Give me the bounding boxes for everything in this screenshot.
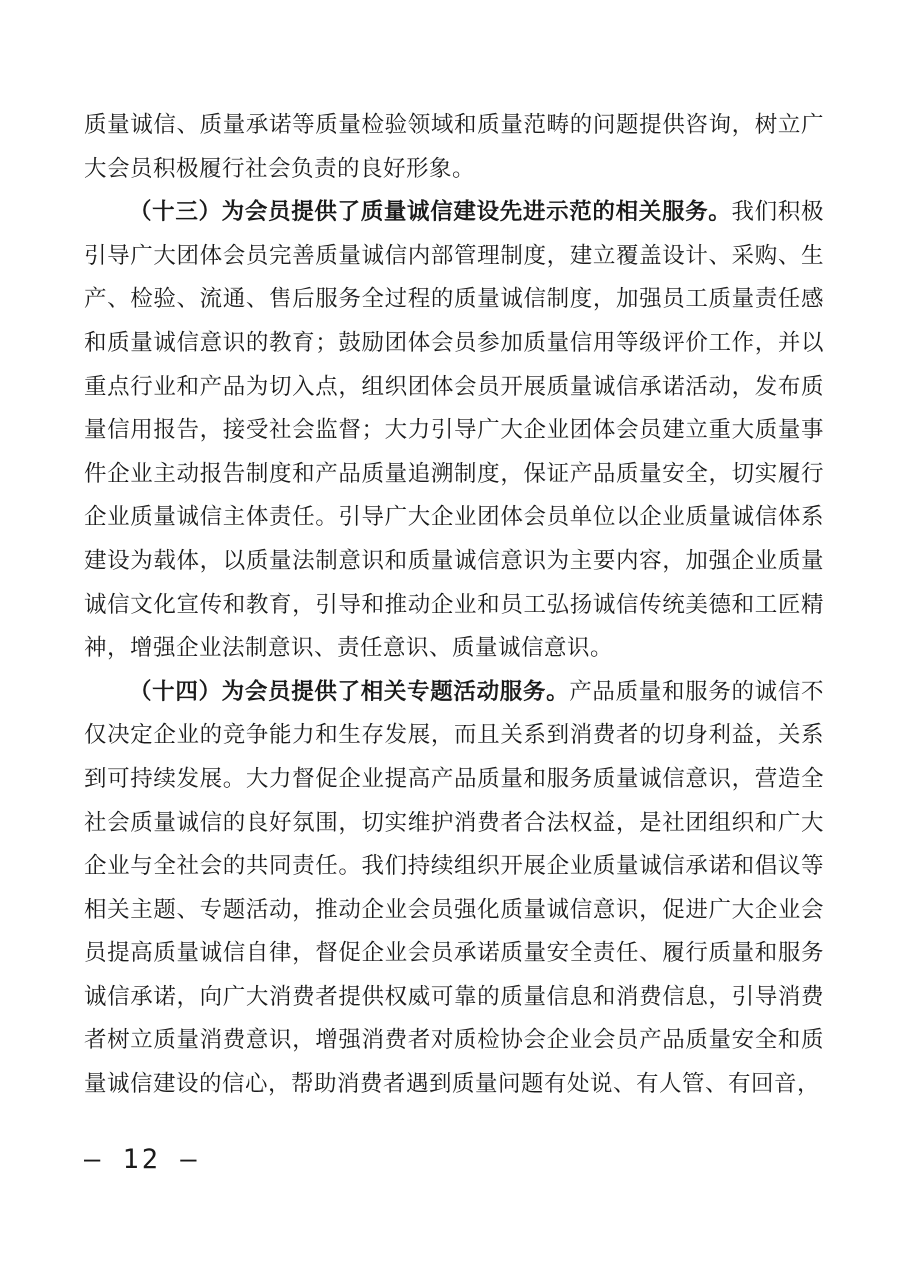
- paragraph-lead: （十三）为会员提供了质量诚信建设先进示范的相关服务。: [129, 199, 732, 225]
- paragraph-lead: （十四）为会员提供了相关专题活动服务。: [129, 678, 570, 704]
- page-number: – 12 –: [84, 1144, 200, 1175]
- paragraph-text: 质量诚信、质量承诺等质量检验领域和质量范畴的问题提供咨询，树立广大会员积极履行社会负责的良好形象。: [84, 112, 824, 181]
- document-body: [84, 103, 824, 1106]
- paragraph: [84, 670, 824, 1106]
- paragraph-text: 产品质量和服务的诚信不仅决定企业的竞争能力和生存发展，而且关系到消费者的切身利益，关系到可持续发展。大力督促企业提高产品质量和服务质量诚信意识，营造全社会质量诚信的良好氛围，切实维护消费者合法权益，是社团组织和广大企业与全社会的共同责任。我们持续组织开展企业质量诚信承诺和倡议等相关主题、专题活动，推动企业会员强化质量诚信意识，促进广大企业会员提高质量诚信自律，督促企业会员承诺质量安全责任、履行质量和服务诚信承诺，向广大消费者提供权威可靠的质量信息和消费信息，引导消费者树立质量消费意识，增强消费者对质检协会企业会员产品质量安全和质量诚信建设的信心，帮助消费者遇到质量问题有处说、有人管、有回音，: [84, 678, 824, 1097]
- paragraph-text: 我们积极引导广大团体会员完善质量诚信内部管理制度，建立覆盖设计、采购、生产、检验、流通、售后服务全过程的质量诚信制度，加强员工质量责任感和质量诚信意识的教育；鼓励团体会员参加质量信用等级评价工作，并以重点行业和产品为切入点，组织团体会员开展质量诚信承诺活动，发布质量信用报告，接受社会监督；大力引导广大企业团体会员建立重大质量事件企业主动报告制度和产品质量追溯制度，保证产品质量安全，切实履行企业质量诚信主体责任。引导广大企业团体会员单位以企业质量诚信体系建设为载体，以质量法制意识和质量诚信意识为主要内容，加强企业质量诚信文化宣传和教育，引导和推动企业和员工弘扬诚信传统美德和工匠精神，增强企业法制意识、责任意识、质量诚信意识。: [84, 199, 824, 661]
- paragraph: [84, 103, 824, 190]
- paragraph: [84, 190, 824, 670]
